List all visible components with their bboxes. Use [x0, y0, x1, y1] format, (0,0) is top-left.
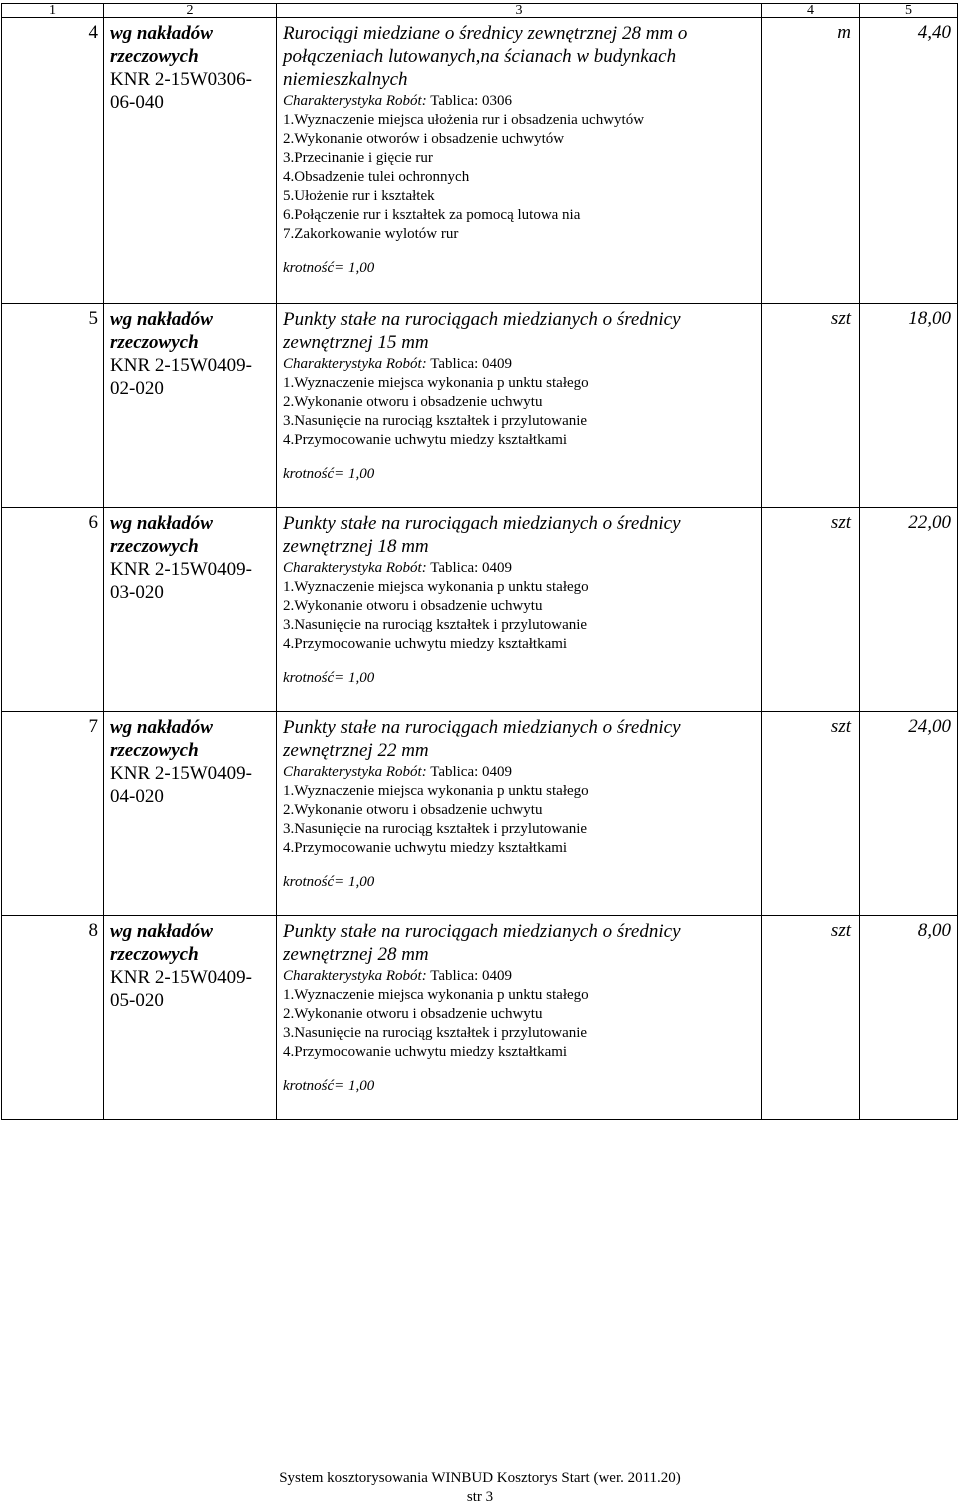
work-step: 7.Zakorkowanie wylotów rur: [283, 226, 459, 242]
basis-label: rzeczowych: [110, 46, 199, 67]
unit: szt: [762, 304, 860, 508]
work-step: 1.Wyznaczenie miejsca wykonania p unktu stałego: [283, 579, 589, 595]
unit: szt: [762, 916, 860, 1120]
basis-label: wg nakładów: [110, 921, 213, 942]
item-title: Punkty stałe na rurociągach miedzianych o średnicy zewnętrznej 22 mm: [283, 717, 681, 761]
basis-code: 02-020: [110, 378, 164, 399]
description-cell: [277, 304, 762, 508]
table-row: [2, 712, 958, 916]
work-step: 4.Obsadzenie tulei ochronnych: [283, 169, 470, 185]
work-step: 5.Ułożenie rur i kształtek: [283, 188, 435, 204]
footer-page-number: str 3: [466, 1489, 494, 1505]
work-step: 1.Wyznaczenie miejsca ułożenia rur i obsadzenia uchwytów: [283, 112, 645, 128]
work-steps: [283, 111, 757, 244]
basis-code: 03-020: [110, 582, 164, 603]
basis-label: wg nakładów: [110, 23, 213, 44]
work-step: 1.Wyznaczenie miejsca wykonania p unktu stałego: [283, 987, 589, 1003]
work-step: 3.Nasunięcie na rurociąg kształtek i przylutowanie: [283, 617, 588, 633]
work-step: 1.Wyznaczenie miejsca wykonania p unktu stałego: [283, 783, 589, 799]
spec-line: [283, 92, 757, 111]
spec-line: [283, 967, 757, 986]
item-title: Punkty stałe na rurociągach miedzianych o średnicy zewnętrznej 15 mm: [283, 309, 681, 353]
work-step: 3.Nasunięcie na rurociąg kształtek i przylutowanie: [283, 413, 588, 429]
basis-label: rzeczowych: [110, 740, 199, 761]
column-number: 5: [860, 4, 958, 18]
basis-code: KNR 2-15W0409-: [110, 763, 252, 784]
multiplier: krotność= 1,00: [283, 1078, 375, 1094]
basis-label: rzeczowych: [110, 536, 199, 557]
column-number: 2: [104, 4, 277, 18]
work-step: 4.Przymocowanie uchwytu miedzy kształtkami: [283, 432, 568, 448]
spec-label: Charakterystyka Robót:: [283, 356, 427, 372]
spec-label: Charakterystyka Robót:: [283, 764, 427, 780]
basis-cell: [104, 712, 277, 916]
basis-cell: [104, 304, 277, 508]
basis-code: KNR 2-15W0409-: [110, 355, 252, 376]
table-row: [2, 508, 958, 712]
spec-label: Charakterystyka Robót:: [283, 560, 427, 576]
spec-value: Tablica: 0409: [430, 764, 513, 780]
description-cell: [277, 18, 762, 304]
quantity: 24,00: [860, 712, 958, 916]
basis-cell: [104, 18, 277, 304]
spec-line: [283, 355, 757, 374]
spec-value: Tablica: 0409: [430, 356, 513, 372]
basis-label: rzeczowych: [110, 332, 199, 353]
multiplier: krotność= 1,00: [283, 260, 375, 276]
item-title: Rurociągi miedziane o średnicy zewnętrznej 28 mm o połączeniach lutowanych,na ścianach w budynkach niemieszkalnych: [283, 23, 688, 90]
basis-label: wg nakładów: [110, 513, 213, 534]
cost-estimate-table: [1, 3, 958, 1120]
spec-label: Charakterystyka Robót:: [283, 93, 427, 109]
basis-label: rzeczowych: [110, 944, 199, 965]
footer-software: System kosztorysowania WINBUD Kosztorys Start (wer. 2011.20): [279, 1470, 681, 1486]
basis-code: 05-020: [110, 990, 164, 1011]
row-number: 6: [2, 508, 104, 712]
basis-code: 04-020: [110, 786, 164, 807]
description-cell: [277, 712, 762, 916]
work-step: 2.Wykonanie otworu i obsadzenie uchwytu: [283, 1006, 543, 1022]
quantity: 18,00: [860, 304, 958, 508]
work-steps: [283, 986, 757, 1062]
column-number: 1: [2, 4, 104, 18]
basis-code: KNR 2-15W0306-: [110, 69, 252, 90]
multiplier: krotność= 1,00: [283, 670, 375, 686]
work-step: 4.Przymocowanie uchwytu miedzy kształtkami: [283, 636, 568, 652]
work-steps: [283, 374, 757, 450]
basis-code: 06-040: [110, 92, 164, 113]
work-step: 3.Przecinanie i gięcie rur: [283, 150, 433, 166]
spec-value: Tablica: 0306: [430, 93, 513, 109]
spec-line: [283, 559, 757, 578]
item-title: Punkty stałe na rurociągach miedzianych o średnicy zewnętrznej 28 mm: [283, 921, 681, 965]
spec-value: Tablica: 0409: [430, 968, 513, 984]
row-number: 7: [2, 712, 104, 916]
spec-line: [283, 763, 757, 782]
row-number: 5: [2, 304, 104, 508]
basis-code: KNR 2-15W0409-: [110, 559, 252, 580]
table-row: [2, 916, 958, 1120]
work-step: 6.Połączenie rur i kształtek za pomocą lutowa nia: [283, 207, 581, 223]
row-number: 4: [2, 18, 104, 304]
spec-value: Tablica: 0409: [430, 560, 513, 576]
work-step: 2.Wykonanie otworu i obsadzenie uchwytu: [283, 802, 543, 818]
multiplier: krotność= 1,00: [283, 466, 375, 482]
unit: szt: [762, 712, 860, 916]
basis-cell: [104, 916, 277, 1120]
description-cell: [277, 508, 762, 712]
work-step: 4.Przymocowanie uchwytu miedzy kształtkami: [283, 1044, 568, 1060]
quantity: 8,00: [860, 916, 958, 1120]
work-step: 2.Wykonanie otworu i obsadzenie uchwytu: [283, 598, 543, 614]
work-step: 3.Nasunięcie na rurociąg kształtek i przylutowanie: [283, 821, 588, 837]
multiplier: krotność= 1,00: [283, 874, 375, 890]
description-cell: [277, 916, 762, 1120]
unit: szt: [762, 508, 860, 712]
work-step: 1.Wyznaczenie miejsca wykonania p unktu stałego: [283, 375, 589, 391]
basis-label: wg nakładów: [110, 309, 213, 330]
unit: m: [762, 18, 860, 304]
work-steps: [283, 782, 757, 858]
column-number-header: [2, 4, 958, 18]
work-step: 2.Wykonanie otworów i obsadzenie uchwytów: [283, 131, 565, 147]
basis-label: wg nakładów: [110, 717, 213, 738]
quantity: 4,40: [860, 18, 958, 304]
table-row: [2, 18, 958, 304]
quantity: 22,00: [860, 508, 958, 712]
work-step: 4.Przymocowanie uchwytu miedzy kształtkami: [283, 840, 568, 856]
spec-label: Charakterystyka Robót:: [283, 968, 427, 984]
column-number: 3: [277, 4, 762, 18]
basis-cell: [104, 508, 277, 712]
work-step: 3.Nasunięcie na rurociąg kształtek i przylutowanie: [283, 1025, 588, 1041]
work-steps: [283, 578, 757, 654]
item-title: Punkty stałe na rurociągach miedzianych o średnicy zewnętrznej 18 mm: [283, 513, 681, 557]
row-number: 8: [2, 916, 104, 1120]
table-row: [2, 304, 958, 508]
basis-code: KNR 2-15W0409-: [110, 967, 252, 988]
column-number: 4: [762, 4, 860, 18]
work-step: 2.Wykonanie otworu i obsadzenie uchwytu: [283, 394, 543, 410]
